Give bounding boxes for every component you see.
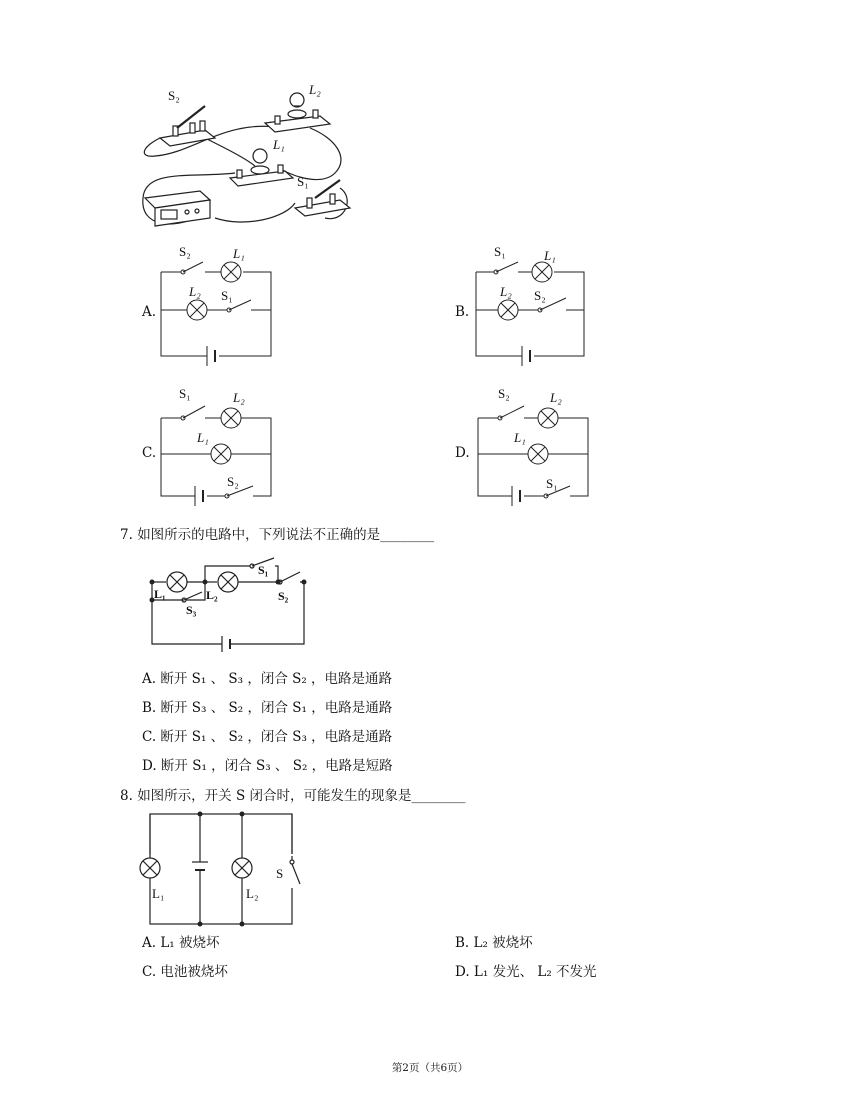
q8-option-d: D. L₁ 发光、 L₂ 不发光	[455, 964, 597, 980]
q7-stem	[120, 527, 434, 543]
q6-a-top-lamp: L₁	[233, 246, 245, 261]
q6-option-a-letter: A.	[142, 304, 157, 320]
q7-number: 7.	[120, 527, 133, 543]
q8-stem	[120, 788, 466, 804]
q6-c-mid-lamp: L₁	[197, 430, 209, 445]
q7-label-s3: S₃	[186, 603, 197, 617]
q7-label-l2: L₂	[206, 588, 218, 602]
q6-b-mid-switch: S₂	[534, 288, 546, 303]
q6-photo-label-s1: S₁	[297, 174, 309, 189]
q7-label-l1: L₁	[154, 587, 166, 601]
q6-c-top-lamp: L₂	[233, 390, 245, 405]
q8-option-c: C. 电池被烧坏	[142, 964, 228, 980]
q7-option-d: D. 断开 S₁ ，闭合 S₃ 、 S₂ ，电路是短路	[142, 758, 393, 774]
q6-a-mid-switch: S₁	[221, 288, 233, 303]
q6-d-top-switch: S₂	[498, 386, 510, 401]
q6-d-mid-lamp: L₁	[514, 430, 526, 445]
q6-a-mid-lamp: L₂	[189, 284, 201, 299]
q7-circuit	[140, 552, 320, 660]
page-footer: 第2页（共6页）	[391, 1062, 469, 1074]
q7-label-s2: S₂	[278, 589, 289, 603]
q6-option-c-circuit	[155, 382, 285, 512]
q6-option-a-circuit	[155, 240, 285, 370]
q8-option-a: A. L₁ 被烧坏	[142, 935, 220, 951]
q6-b-top-switch: S₁	[494, 244, 506, 259]
q6-b-mid-lamp: L₂	[500, 284, 512, 299]
q6-c-top-switch: S₁	[179, 386, 191, 401]
q8-label-s: S	[276, 866, 284, 881]
q6-option-c-letter: C.	[142, 445, 157, 461]
q6-c-bot-switch: S₂	[227, 474, 239, 489]
q7-stem-text: 如图所示的电路中，下列说法不正确的是________	[137, 527, 435, 543]
q6-photo-label-s2: S₂	[168, 88, 180, 103]
q6-b-top-lamp: L₁	[544, 248, 556, 263]
q6-option-b-letter: B.	[455, 304, 470, 320]
q8-label-l1: L₁	[152, 886, 165, 901]
q8-option-b: B. L₂ 被烧坏	[455, 935, 533, 951]
q7-option-a: A. 断开 S₁ 、 S₃ ，闭合 S₂ ，电路是通路	[142, 671, 393, 687]
q6-d-top-lamp: L₂	[550, 390, 562, 405]
q6-apparatus-figure	[135, 78, 365, 238]
q6-photo-label-l1: L₁	[273, 137, 285, 152]
q6-option-d-letter: D.	[455, 445, 470, 461]
q8-circuit	[132, 810, 302, 932]
q8-label-l2: L₂	[246, 886, 259, 901]
q6-d-bot-switch: S₁	[546, 476, 558, 491]
q7-option-c: C. 断开 S₁ 、 S₂ ，闭合 S₃ ，电路是通路	[142, 729, 393, 745]
q6-option-b-circuit	[470, 240, 600, 370]
q8-stem-text: 如图所示，开关 S 闭合时，可能发生的现象是________	[137, 788, 466, 804]
q6-photo-label-l2: L₂	[309, 82, 321, 97]
q6-option-d-circuit	[470, 382, 600, 512]
q8-number: 8.	[120, 788, 133, 804]
q7-label-s1: S₁	[258, 563, 269, 577]
q6-a-top-switch: S₂	[179, 244, 191, 259]
q7-option-b: B. 断开 S₃ 、 S₂ ，闭合 S₁ ，电路是通路	[142, 700, 393, 716]
